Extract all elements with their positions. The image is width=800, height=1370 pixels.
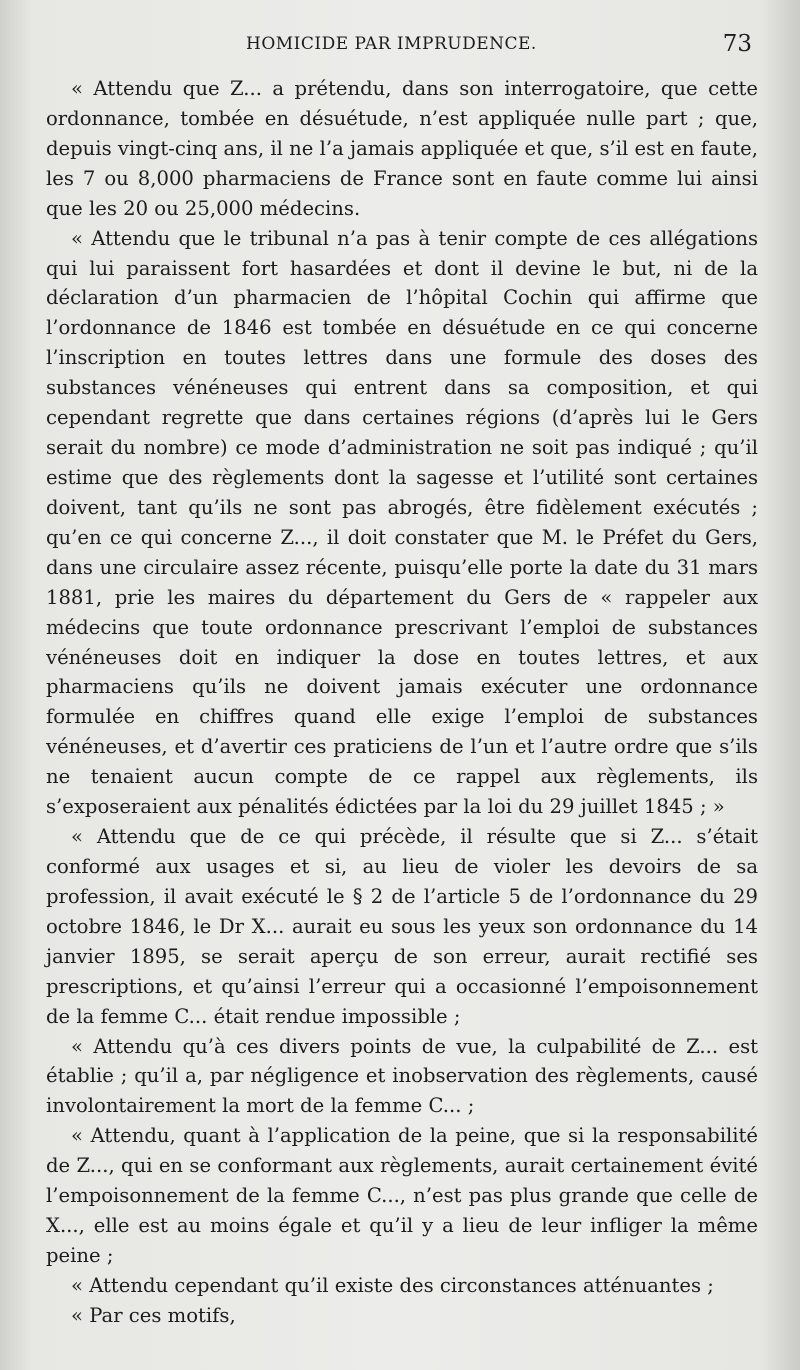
paragraph: « Attendu cependant qu’il existe des circonstances atténuantes ; xyxy=(71,1273,714,1297)
paragraph: « Attendu que Z... a prétendu, dans son interrogatoire, que cette ordonnance, tombée en désuétude, n’est appliquée nulle part ; que, depuis vingt-cinq ans, il ne l’a jamais appliquée et que, s’il est en faute, les 7 ou 8,000 pharmaciens de France sont en faute comme lui ainsi que les 20 ou 25,000 médecins. xyxy=(46,77,758,220)
paragraph: « Attendu que le tribunal n’a pas à tenir compte de ces allégations qui lui paraissent fort hasardées et dont il devine le but, ni de la déclaration d’un pharmacien de l’hôpital Cochin qui affirme que l’ordonnance de 1846 est tombée en désuétude en ce qui concerne l’inscription en toutes lettres dans une formule des doses des substances vénéneuses qui entrent dans sa composition, et qui cependant regrette que dans certaines régions (d’après lui le Gers serait du nombre) ce mode d’administration ne soit pas indiqué ; qu’il estime que des règlements dont la sagesse et l’utilité sont certaines doivent, tant qu’ils ne sont pas abrogés, être fidèlement exécutés ; qu’en ce qui concerne Z..., il doit constater que M. le Préfet du Gers, dans une circulaire assez récente, puisqu’elle porte la date du 31 mars 1881, prie les maires du département du Gers de « rappeler aux médecins que toute ordonnance prescrivant l’emploi de substances vénéneuses doit en indiquer la dose en toutes lettres, et aux pharmaciens qu’ils ne doivent jamais exécuter une ordonnance formulée en chiffres quand elle exige l’emploi de substances vénéneuses, et d’avertir ces praticiens de l’un et l’autre ordre que s’ils ne tenaient aucun compte de ce rappel aux règlements, ils s’exposeraient aux pénalités édictées par la loi du 29 juillet 1845 ; » xyxy=(46,226,758,819)
page-header xyxy=(0,31,800,64)
paragraph: « Attendu, quant à l’application de la peine, que si la responsabilité de Z..., qui en se conformant aux règlements, aurait certainement évité l’empoisonnement de la femme C..., n’est pas plus grande que celle de X..., elle est au moins égale et qu’il y a lieu de leur infliger la même peine ; xyxy=(46,1124,758,1267)
running-head: HOMICIDE PAR IMPRUDENCE. xyxy=(246,34,537,54)
paragraph: « Par ces motifs, xyxy=(71,1303,236,1327)
paragraph: « Attendu qu’à ces divers points de vue, la culpabilité de Z... est établie ; qu’il a, par négligence et inobservation des règlements, causé involontairement la mort de la femme C... ; xyxy=(46,1034,758,1118)
paragraph: « Attendu que de ce qui précède, il résulte que si Z... s’était conformé aux usages et si, au lieu de violer les devoirs de sa profession, il avait exécuté le § 2 de l’article 5 de l’ordonnance du 29 octobre 1846, le Dr X... aurait eu sous les yeux son ordonnance du 14 janvier 1895, se serait aperçu de son erreur, aurait rectifié ses prescriptions, et qu’ainsi l’erreur qui a occasionné l’empoisonnement de la femme C... était rendue impossible ; xyxy=(46,825,758,1028)
page-number: 73 xyxy=(722,31,752,57)
body-text xyxy=(46,74,758,1331)
